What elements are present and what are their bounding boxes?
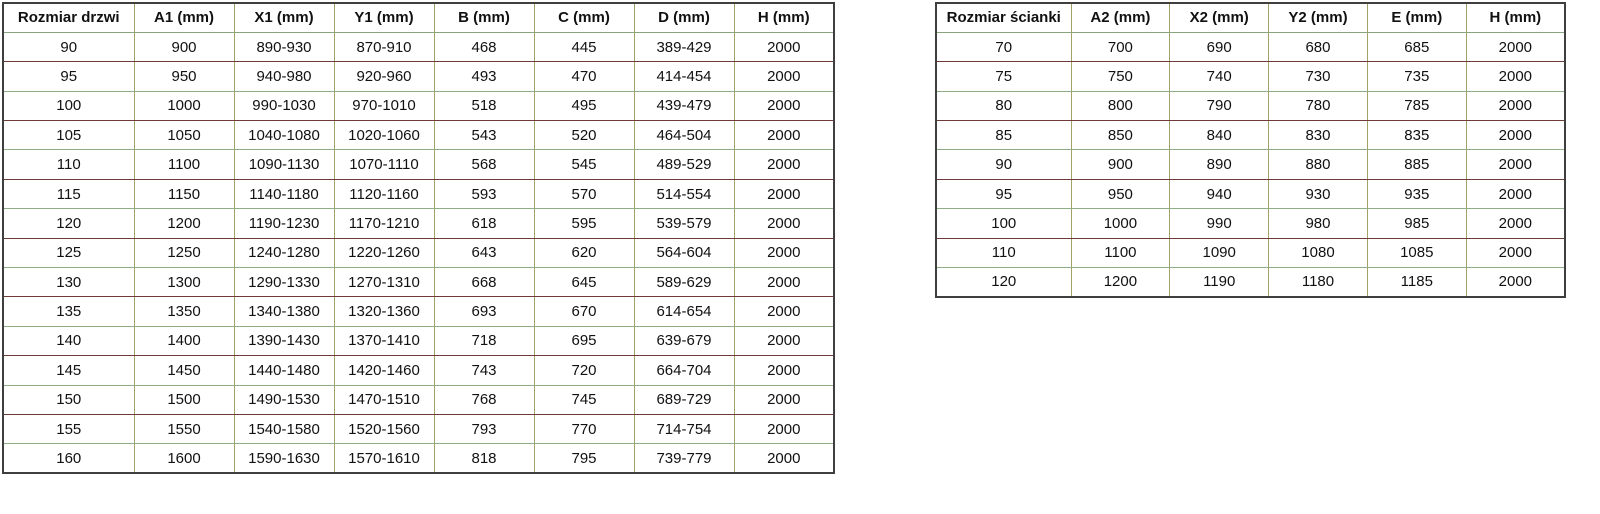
table-cell: 950 [134,62,234,91]
table-cell: 940 [1170,179,1269,208]
column-header: A1 (mm) [134,3,234,32]
table-cell: 620 [534,238,634,267]
table-cell: 1320-1360 [334,297,434,326]
table-cell: 2000 [734,179,834,208]
table-cell: 1520-1560 [334,414,434,443]
table-cell: 1340-1380 [234,297,334,326]
table-cell: 1000 [1071,209,1170,238]
table-cell: 2000 [734,414,834,443]
wall-dimensions-section [935,2,1566,298]
table-cell: 1420-1460 [334,356,434,385]
table-row [3,444,834,473]
table-cell: 110 [936,238,1071,267]
table-cell: 693 [434,297,534,326]
table-cell: 2000 [1466,209,1565,238]
column-header: A2 (mm) [1071,3,1170,32]
table-cell: 768 [434,385,534,414]
table-cell: 739-779 [634,444,734,473]
table-cell: 520 [534,121,634,150]
table-cell: 1090-1130 [234,150,334,179]
table-row [3,121,834,150]
column-header: X2 (mm) [1170,3,1269,32]
table-cell: 1550 [134,414,234,443]
table-cell: 115 [3,179,134,208]
table-cell: 2000 [734,297,834,326]
table-cell: 464-504 [634,121,734,150]
table-cell: 489-529 [634,150,734,179]
column-header: C (mm) [534,3,634,32]
table-cell: 1080 [1269,238,1368,267]
table-cell: 1050 [134,121,234,150]
table-cell: 818 [434,444,534,473]
table-cell: 2000 [734,150,834,179]
table-cell: 870-910 [334,32,434,61]
table-cell: 735 [1367,62,1466,91]
table-cell: 90 [936,150,1071,179]
table-row [3,238,834,267]
table-cell: 1370-1410 [334,326,434,355]
table-cell: 930 [1269,179,1368,208]
table-cell: 680 [1269,32,1368,61]
table-cell: 743 [434,356,534,385]
table-cell: 1040-1080 [234,121,334,150]
table-row [936,32,1565,61]
table-cell: 539-579 [634,209,734,238]
table-cell: 105 [3,121,134,150]
table-cell: 1440-1480 [234,356,334,385]
table-cell: 840 [1170,121,1269,150]
table-cell: 1180 [1269,268,1368,297]
table-cell: 2000 [734,356,834,385]
table-row [3,268,834,297]
table-cell: 670 [534,297,634,326]
table-cell: 890-930 [234,32,334,61]
table-cell: 614-654 [634,297,734,326]
table-cell: 970-1010 [334,91,434,120]
table-cell: 514-554 [634,179,734,208]
column-header: Rozmiar ścianki [936,3,1071,32]
table-cell: 795 [534,444,634,473]
table-cell: 1400 [134,326,234,355]
table-cell: 2000 [1466,150,1565,179]
table-cell: 2000 [734,32,834,61]
table-cell: 940-980 [234,62,334,91]
table-cell: 1500 [134,385,234,414]
table-row [3,150,834,179]
table-cell: 470 [534,62,634,91]
table-cell: 589-629 [634,268,734,297]
table-cell: 445 [534,32,634,61]
table-cell: 1390-1430 [234,326,334,355]
table-cell: 618 [434,209,534,238]
wall-dimensions-table [935,2,1566,298]
table-cell: 800 [1071,91,1170,120]
table-cell: 1200 [1071,268,1170,297]
table-cell: 155 [3,414,134,443]
table-cell: 2000 [734,444,834,473]
table-cell: 1000 [134,91,234,120]
table-row [3,414,834,443]
table-cell: 689-729 [634,385,734,414]
table-cell: 135 [3,297,134,326]
table-cell: 950 [1071,179,1170,208]
table-cell: 790 [1170,91,1269,120]
column-header: B (mm) [434,3,534,32]
table-cell: 1450 [134,356,234,385]
column-header: E (mm) [1367,3,1466,32]
table-cell: 1570-1610 [334,444,434,473]
table-cell: 990-1030 [234,91,334,120]
table-cell: 793 [434,414,534,443]
table-cell: 110 [3,150,134,179]
table-row [936,150,1565,179]
table-row [3,62,834,91]
table-cell: 695 [534,326,634,355]
table-row [3,209,834,238]
table-cell: 2000 [1466,32,1565,61]
table-cell: 414-454 [634,62,734,91]
table-cell: 1150 [134,179,234,208]
column-header: D (mm) [634,3,734,32]
table-cell: 1220-1260 [334,238,434,267]
table-cell: 2000 [1466,62,1565,91]
table-cell: 2000 [734,121,834,150]
table-cell: 120 [991,273,1017,291]
table-cell: 1100 [134,150,234,179]
table-cell: 785 [1367,91,1466,120]
table-cell: 2000 [734,238,834,267]
table-cell: 493 [434,62,534,91]
table-cell: 639-679 [634,326,734,355]
table-row [3,326,834,355]
table-cell: 900 [1071,150,1170,179]
table-cell: 1270-1310 [334,268,434,297]
table-cell: 1020-1060 [334,121,434,150]
table-cell: 2000 [1466,179,1565,208]
table-cell: 2000 [734,385,834,414]
table-cell: 770 [534,414,634,443]
table-cell: 85 [936,121,1071,150]
column-header: Y2 (mm) [1269,3,1368,32]
table-cell: 593 [434,179,534,208]
column-header: Rozmiar drzwi [3,3,134,32]
table-cell: 140 [3,326,134,355]
table-cell: 100 [3,91,134,120]
table-cell: 2000 [1466,91,1565,120]
table-cell: 740 [1170,62,1269,91]
table-cell: 1070-1110 [334,150,434,179]
table-cell: 130 [3,268,134,297]
table-cell: 1250 [134,238,234,267]
column-header: X1 (mm) [234,3,334,32]
table-cell: 645 [534,268,634,297]
table-row [936,268,1565,297]
door-dimensions-table [2,2,835,474]
header-row [3,3,834,32]
table-cell: 564-604 [634,238,734,267]
table-cell: 570 [534,179,634,208]
table-cell: 120 [3,209,134,238]
table-cell: 920-960 [334,62,434,91]
table-cell: 70 [936,32,1071,61]
column-header: H (mm) [1466,3,1565,32]
table-cell: 1350 [134,297,234,326]
table-cell: 75 [936,62,1071,91]
table-cell: 780 [1269,91,1368,120]
table-cell: 1090 [1170,238,1269,267]
table-cell: 980 [1269,209,1368,238]
table-cell: 495 [534,91,634,120]
table-cell: 90 [3,32,134,61]
table-cell: 595 [534,209,634,238]
column-header: Y1 (mm) [334,3,434,32]
table-cell: 2000 [734,326,834,355]
table-cell: 835 [1367,121,1466,150]
table-cell: 2000 [734,91,834,120]
table-cell: 2000 [1466,268,1565,297]
table-cell: 685 [1367,32,1466,61]
table-cell: 850 [1071,121,1170,150]
table-cell: 468 [434,32,534,61]
table-cell: 1100 [1071,238,1170,267]
table-cell: 900 [134,32,234,61]
column-header: H (mm) [734,3,834,32]
table-cell: 714-754 [634,414,734,443]
table-cell: 160 [56,449,82,467]
table-cell: 880 [1269,150,1368,179]
table-cell: 718 [434,326,534,355]
table-cell: 1190-1230 [234,209,334,238]
table-cell: 1120-1160 [334,179,434,208]
table-cell: 1600 [134,444,234,473]
table-cell: 830 [1269,121,1368,150]
table-cell: 1300 [134,268,234,297]
table-cell: 2000 [734,209,834,238]
door-dimensions-section [2,2,835,474]
table-cell: 700 [1071,32,1170,61]
table-cell: 935 [1367,179,1466,208]
table-cell: 1490-1530 [234,385,334,414]
table-row [3,297,834,326]
table-cell: 1590-1630 [234,444,334,473]
table-row [936,121,1565,150]
table-cell: 1240-1280 [234,238,334,267]
table-cell: 95 [936,179,1071,208]
table-cell: 2000 [734,268,834,297]
table-cell: 2000 [1466,121,1565,150]
table-row [936,179,1565,208]
table-cell: 150 [3,385,134,414]
header-row [936,3,1565,32]
table-cell: 745 [534,385,634,414]
table-cell: 990 [1170,209,1269,238]
table-cell: 750 [1071,62,1170,91]
table-cell: 543 [434,121,534,150]
table-cell: 439-479 [634,91,734,120]
table-cell: 985 [1367,209,1466,238]
table-cell: 690 [1170,32,1269,61]
table-cell: 1140-1180 [234,179,334,208]
table-cell: 125 [3,238,134,267]
table-cell: 730 [1269,62,1368,91]
table-row [936,238,1565,267]
table-cell: 1200 [134,209,234,238]
table-cell: 80 [936,91,1071,120]
table-cell: 885 [1367,150,1466,179]
table-row [3,179,834,208]
table-cell: 643 [434,238,534,267]
table-row [3,356,834,385]
table-cell: 518 [434,91,534,120]
table-cell: 100 [936,209,1071,238]
table-cell: 568 [434,150,534,179]
table-cell: 1470-1510 [334,385,434,414]
table-cell: 720 [534,356,634,385]
table-cell: 2000 [734,62,834,91]
table-cell: 389-429 [634,32,734,61]
table-row [3,91,834,120]
table-cell: 664-704 [634,356,734,385]
table-row [936,209,1565,238]
table-cell: 145 [3,356,134,385]
table-row [936,62,1565,91]
table-cell: 95 [3,62,134,91]
table-cell: 2000 [1466,238,1565,267]
table-row [3,32,834,61]
table-cell: 1290-1330 [234,268,334,297]
table-row [3,385,834,414]
table-row [936,91,1565,120]
table-cell: 545 [534,150,634,179]
table-cell: 1085 [1367,238,1466,267]
table-cell: 1185 [1367,268,1466,297]
table-cell: 1190 [1170,268,1269,297]
table-cell: 1540-1580 [234,414,334,443]
table-cell: 890 [1170,150,1269,179]
table-cell: 668 [434,268,534,297]
table-cell: 1170-1210 [334,209,434,238]
